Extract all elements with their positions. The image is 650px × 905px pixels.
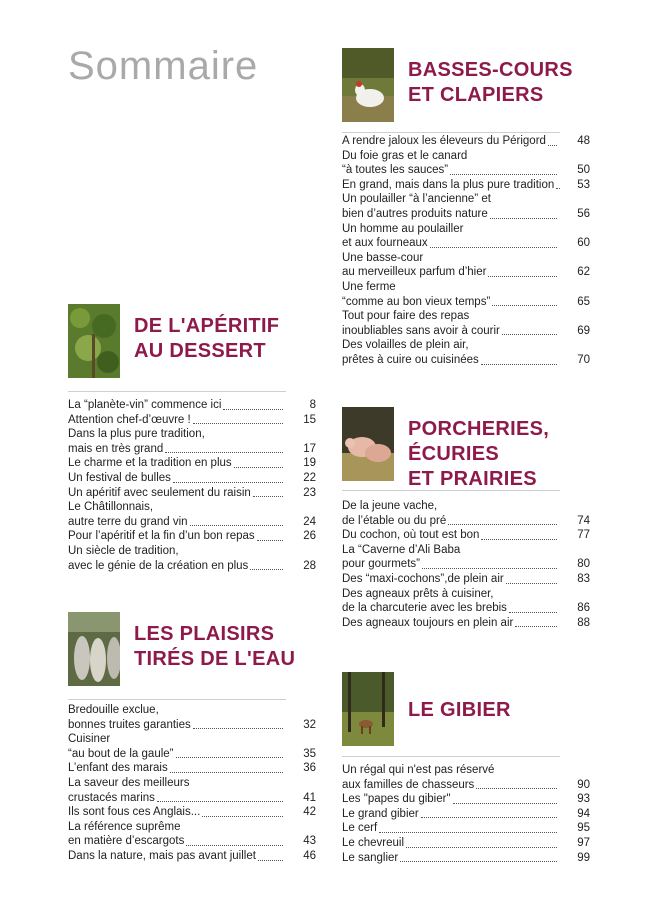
toc-entry[interactable] [68, 413, 316, 428]
section-title-line: ÉCURIES [408, 443, 500, 465]
toc-entry-text: au merveilleux parfum d’hier [342, 266, 487, 279]
dot-leader [190, 525, 283, 526]
toc-entry-text: bonnes truites garanties [68, 718, 191, 731]
toc-entry-text: La saveur des meilleurs [68, 776, 190, 789]
section-photo-deer [342, 672, 394, 746]
toc-page-number: 62 [577, 266, 590, 279]
section-title-line: ET CLAPIERS [408, 84, 544, 106]
section-title-line: BASSES-COURS [408, 59, 573, 81]
toc-entry-text: Une basse-cour [342, 251, 424, 264]
toc-page-number: 32 [303, 718, 316, 731]
toc-entry-text: Le chevreuil [342, 836, 405, 849]
toc-page-number: 77 [577, 529, 590, 542]
toc-entry-text: Des “maxi-cochons”,de plein air [342, 572, 504, 585]
dot-leader [453, 803, 557, 804]
toc-page-number: 8 [309, 399, 316, 411]
toc-page-number: 24 [303, 515, 316, 528]
toc-entry[interactable] [342, 851, 590, 866]
dot-leader [223, 409, 283, 410]
section-gibier [342, 672, 592, 864]
toc-entry[interactable] [68, 776, 316, 805]
section-divider [342, 756, 560, 757]
dot-leader [400, 861, 557, 862]
toc-entry[interactable] [68, 500, 316, 529]
section-title-line: TIRÉS DE L'EAU [134, 648, 296, 670]
page-title: Sommaire [68, 44, 259, 88]
toc-page-number: 17 [303, 442, 316, 455]
toc-entry-text: Une ferme [342, 280, 396, 293]
toc-entry[interactable] [68, 849, 316, 864]
toc-page-number: 95 [577, 822, 590, 835]
toc-entry-text: Un festival de bulles [68, 471, 171, 484]
toc-entry-text: et aux fourneaux [342, 237, 428, 250]
section-title-line: ET PRAIRIES [408, 468, 537, 490]
toc-entry-text: La référence suprême [68, 820, 181, 833]
dot-leader [165, 452, 283, 453]
toc-entry-text: crustacés marins [68, 791, 155, 804]
section-divider [342, 490, 560, 491]
toc-entry-text: Cuisiner [68, 733, 111, 746]
section-photo-vineyard [68, 304, 120, 378]
toc-page-number: 65 [577, 295, 590, 308]
toc-entry[interactable] [342, 309, 590, 338]
toc-entry-text: Du foie gras et le canard [342, 149, 468, 162]
dot-leader [506, 583, 557, 584]
toc-entry[interactable] [342, 821, 590, 836]
toc-entry[interactable] [342, 192, 590, 221]
dot-leader [421, 817, 557, 818]
toc-entry-text: inoubliables sans avoir à courir [342, 324, 500, 337]
dot-leader [548, 145, 557, 146]
dot-leader [157, 801, 283, 802]
toc-entry-text: De la jeune vache, [342, 500, 438, 512]
toc-page-number: 80 [577, 558, 590, 571]
toc-entry-text: Le grand gibier [342, 807, 419, 820]
dot-leader [481, 364, 557, 365]
toc-entry-text: pour gourmets” [342, 558, 420, 571]
dot-leader [257, 540, 283, 541]
section-header [342, 672, 592, 746]
toc-entry-text: Des agneaux prêts à cuisiner, [342, 587, 494, 600]
section-aperitif [68, 304, 318, 572]
dot-leader [253, 496, 283, 497]
toc-entry-text: Dans la nature, mais pas avant juillet [68, 849, 256, 862]
toc-entry[interactable] [68, 456, 316, 471]
section-title-line: AU DESSERT [134, 340, 266, 362]
toc-entry[interactable] [342, 499, 590, 528]
toc-page-number: 53 [577, 178, 590, 191]
dot-leader [193, 423, 283, 424]
section-basses-cours [342, 48, 592, 366]
section-photo-pigs [342, 407, 394, 481]
toc-page-number: 35 [303, 747, 316, 760]
toc-entry-text: Un poulailler “à l’ancienne” et [342, 193, 491, 206]
toc-entry-text: “comme au bon vieux temps” [342, 295, 491, 308]
dot-leader [481, 539, 557, 540]
toc-page-number: 36 [303, 762, 316, 775]
toc-entry-text: L’enfant des marais [68, 762, 168, 775]
section-porcheries [342, 407, 592, 629]
toc-entry-text: Des agneaux toujours en plein air [342, 616, 514, 629]
toc-entry[interactable] [68, 805, 316, 820]
section-header [342, 407, 592, 490]
toc-page-number: 15 [303, 413, 316, 426]
section-title [134, 622, 295, 672]
dot-leader [406, 847, 557, 848]
toc-entry[interactable] [342, 178, 590, 193]
dot-leader [422, 568, 557, 569]
toc-page-number: 83 [577, 572, 590, 585]
toc-entry-text: autre terre du grand vin [68, 515, 188, 528]
dot-leader [186, 845, 283, 846]
toc-page-number: 28 [303, 559, 316, 572]
toc-entry-text: bien d’autres produits nature [342, 207, 488, 220]
dot-leader [193, 728, 283, 729]
dot-leader [173, 482, 283, 483]
toc-page-number: 26 [303, 530, 316, 543]
toc-page-number: 19 [303, 457, 316, 470]
toc-entry[interactable] [68, 427, 316, 456]
section-divider [68, 699, 286, 700]
toc-entry-text: Bredouille exclue, [68, 704, 159, 716]
section-photo-poultry [342, 48, 394, 122]
toc-page-number: 99 [577, 851, 590, 864]
toc-entry-text: avec le génie de la création en plus [68, 559, 249, 572]
toc-entry[interactable] [68, 544, 316, 573]
toc-entry-text: La “Caverne d’Ali Baba [342, 543, 461, 556]
dot-leader [556, 188, 560, 189]
dot-leader [250, 569, 283, 570]
toc-entry-text: Les "papes du gibier" [342, 793, 451, 806]
dot-leader [488, 276, 557, 277]
toc-entry[interactable] [342, 251, 590, 280]
toc-entry-text: A rendre jaloux les éleveurs du Périgord [342, 135, 546, 147]
toc-entry-text: Un régal qui n'est pas réservé [342, 764, 495, 776]
toc-page-number: 74 [577, 514, 590, 527]
toc-entry-text: Un siècle de tradition, [68, 544, 179, 557]
section-title [134, 314, 279, 364]
toc-entry[interactable] [342, 222, 590, 251]
toc-page-number: 70 [577, 353, 590, 366]
toc-page-number: 93 [577, 793, 590, 806]
toc-entry[interactable] [68, 398, 316, 413]
section-header [342, 48, 592, 122]
section-header [68, 612, 318, 686]
dot-leader [450, 174, 557, 175]
toc-entry[interactable] [68, 820, 316, 849]
toc-entry-text: Un apéritif avec seulement du raisin [68, 486, 251, 499]
toc-entry-text: Des volailles de plein air, [342, 339, 469, 352]
toc-entries [342, 134, 590, 368]
toc-entry-text: en matière d’escargots [68, 835, 185, 848]
section-title-line: LES PLAISIRS [134, 623, 275, 645]
toc-page-number: 50 [577, 164, 590, 177]
toc-entry[interactable] [342, 280, 590, 309]
toc-entry-text: Ils sont fous ces Anglais... [68, 806, 201, 819]
toc-entry[interactable] [342, 134, 590, 149]
section-photo-fish [68, 612, 120, 686]
toc-entry[interactable] [342, 528, 590, 543]
toc-entry-text: Du cochon, où tout est bon [342, 529, 480, 542]
dot-leader [430, 247, 557, 248]
toc-page-number: 46 [303, 849, 316, 862]
toc-entry-text: Pour l’apéritif et la fin d’un bon repas [68, 530, 255, 543]
toc-page-number: 23 [303, 486, 316, 499]
section-divider [342, 132, 560, 133]
toc-entry-text: Le sanglier [342, 851, 399, 864]
toc-entry[interactable] [342, 836, 590, 851]
toc-entries [68, 398, 316, 573]
dot-leader [234, 467, 283, 468]
dot-leader [176, 757, 284, 758]
section-title-line: DE L'APÉRITIF [134, 315, 280, 337]
section-plaisirs [68, 612, 318, 862]
toc-page-number: 94 [577, 807, 590, 820]
toc-entry[interactable] [342, 338, 590, 367]
section-title [408, 417, 549, 492]
toc-entry-text: Le Châtillonnais, [68, 501, 154, 514]
dot-leader [379, 832, 557, 833]
dot-leader [476, 788, 557, 789]
toc-entry[interactable] [68, 471, 316, 486]
toc-entry[interactable] [342, 807, 590, 822]
toc-entry-text: Attention chef-d’œuvre ! [68, 413, 191, 426]
toc-entry[interactable] [342, 763, 590, 792]
toc-entry[interactable] [68, 732, 316, 761]
toc-entry-text: Le charme et la tradition en plus [68, 457, 232, 470]
dot-leader [170, 772, 283, 773]
toc-page-number: 42 [303, 806, 316, 819]
toc-entry-text: En grand, mais dans la plus pure tradition [342, 178, 555, 191]
toc-entry-text: aux familles de chasseurs [342, 778, 475, 791]
toc-entry-text: Dans la plus pure tradition, [68, 428, 205, 441]
toc-entry-text: Un homme au poulailler [342, 222, 464, 235]
dot-leader [258, 860, 283, 861]
toc-page-number: 56 [577, 207, 590, 220]
toc-page-number: 97 [577, 836, 590, 849]
section-divider [68, 391, 286, 392]
toc-entry-text: Tout pour faire des repas [342, 310, 470, 323]
toc-entry[interactable] [342, 543, 590, 572]
toc-entries [68, 703, 316, 864]
toc-page-number: 86 [577, 602, 590, 615]
toc-page-number: 43 [303, 835, 316, 848]
toc-page-number: 60 [577, 237, 590, 250]
toc-page-number: 41 [303, 791, 316, 804]
toc-entry[interactable] [342, 616, 590, 631]
toc-entry-text: “à toutes les sauces” [342, 164, 449, 177]
toc-entry[interactable] [68, 761, 316, 776]
toc-entry-text: de la charcuterie avec les brebis [342, 602, 507, 615]
section-header [68, 304, 318, 378]
dot-leader [202, 816, 283, 817]
dot-leader [490, 218, 557, 219]
toc-entry-text: “au bout de la gaule” [68, 747, 174, 760]
section-title-line: PORCHERIES, [408, 418, 550, 440]
toc-entry-text: mais en très grand [68, 442, 164, 455]
toc-entry[interactable] [342, 792, 590, 807]
toc-entry[interactable] [342, 572, 590, 587]
section-title [408, 58, 573, 108]
toc-entry[interactable] [68, 703, 316, 732]
toc-entry-text: Le cerf [342, 822, 378, 835]
toc-entry[interactable] [68, 486, 316, 501]
toc-entry-text: prêtes à cuire ou cuisinées [342, 353, 479, 366]
toc-page-number: 22 [303, 471, 316, 484]
toc-entry-text: de l’étable ou du pré [342, 514, 447, 527]
dot-leader [492, 305, 557, 306]
section-title-line: LE GIBIER [408, 699, 511, 721]
dot-leader [515, 626, 557, 627]
toc-page-number: 48 [577, 135, 590, 147]
toc-page-number: 90 [577, 778, 590, 791]
dot-leader [502, 334, 557, 335]
toc-entry-text: La “planète-vin” commence ici [68, 399, 222, 411]
dot-leader [448, 524, 557, 525]
section-title [408, 698, 511, 723]
toc-entry[interactable] [342, 149, 590, 178]
dot-leader [509, 612, 557, 613]
toc-entries [342, 499, 590, 630]
toc-entry[interactable] [342, 587, 590, 616]
toc-entry[interactable] [68, 529, 316, 544]
toc-page-number: 69 [577, 324, 590, 337]
toc-entries [342, 763, 590, 865]
toc-page-number: 88 [577, 616, 590, 629]
